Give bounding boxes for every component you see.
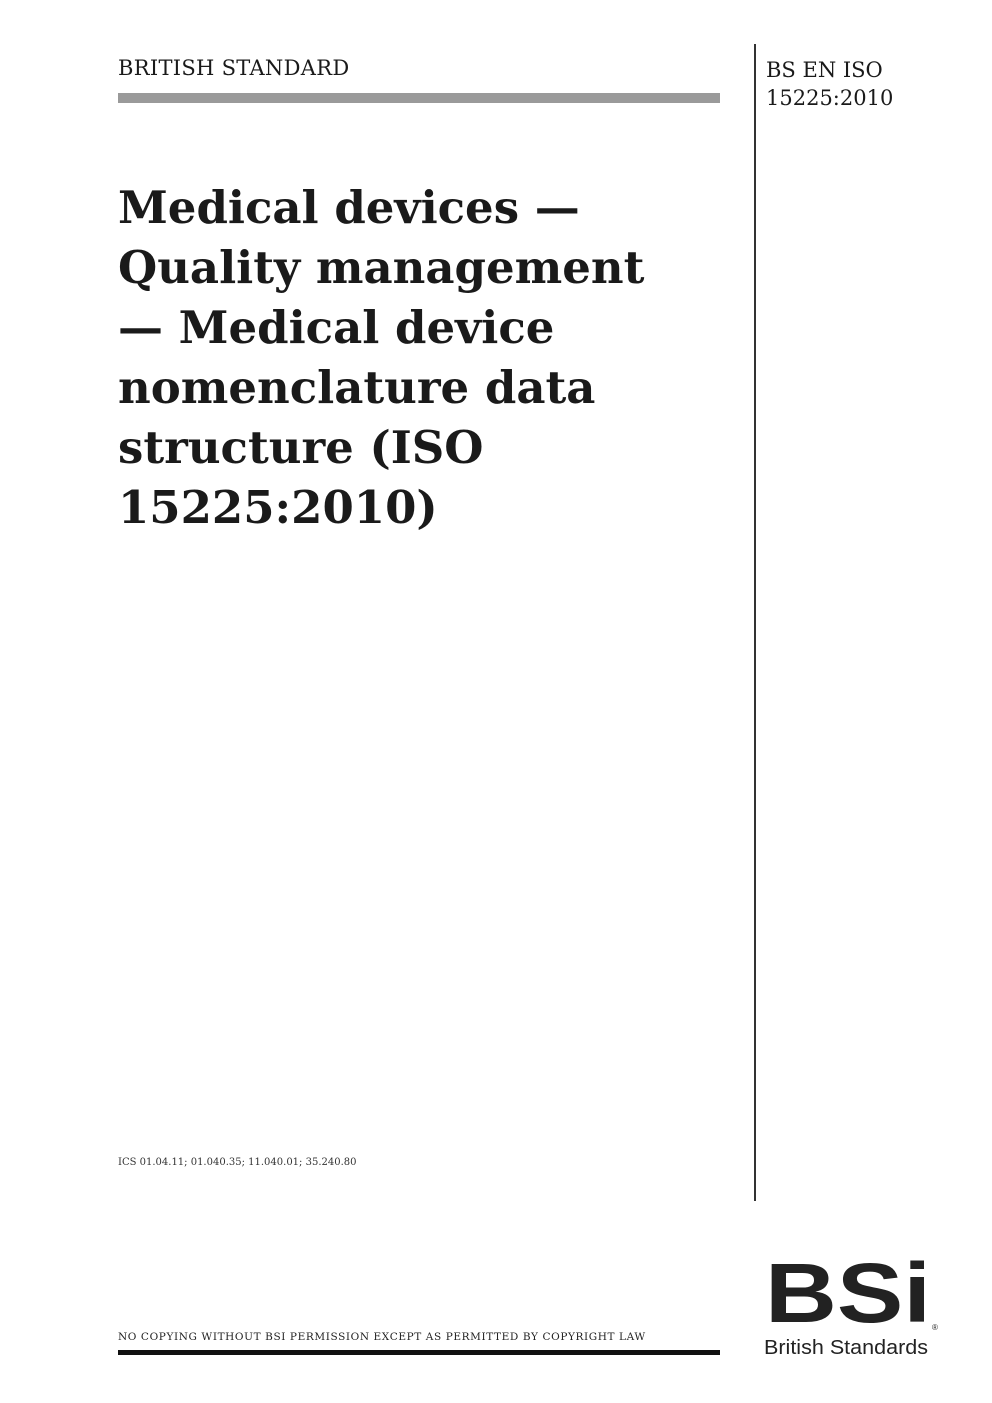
- document-number-line-1: BS EN ISO: [766, 58, 883, 82]
- title-line-2: Quality management: [118, 241, 645, 294]
- footer-rule: [118, 1350, 720, 1355]
- title-line-4: nomenclature data: [118, 361, 596, 414]
- title-line-1: Medical devices —: [118, 181, 580, 234]
- title-line-3: — Medical device: [118, 301, 555, 354]
- title-line-5: structure (ISO: [118, 421, 484, 474]
- bsi-logo-wordmark: British Standards: [764, 1337, 928, 1358]
- title-line-6: 15225:2010): [118, 481, 438, 534]
- bsi-registered-mark: ®: [932, 1323, 938, 1332]
- bsi-logo-mark: BSi: [765, 1258, 931, 1340]
- document-title: [118, 178, 738, 538]
- copyright-notice: NO COPYING WITHOUT BSI PERMISSION EXCEPT AS PERMITTED BY COPYRIGHT LAW: [118, 1331, 646, 1343]
- header-grey-band: [118, 93, 720, 103]
- bsi-logo: [762, 1258, 938, 1358]
- vertical-divider: [754, 44, 756, 1201]
- ics-codes: ICS 01.04.11; 01.040.35; 11.040.01; 35.240.80: [118, 1157, 357, 1168]
- document-number-line-2: 15225:2010: [766, 86, 894, 110]
- document-number: [766, 56, 893, 112]
- header-label: BRITISH STANDARD: [118, 56, 350, 80]
